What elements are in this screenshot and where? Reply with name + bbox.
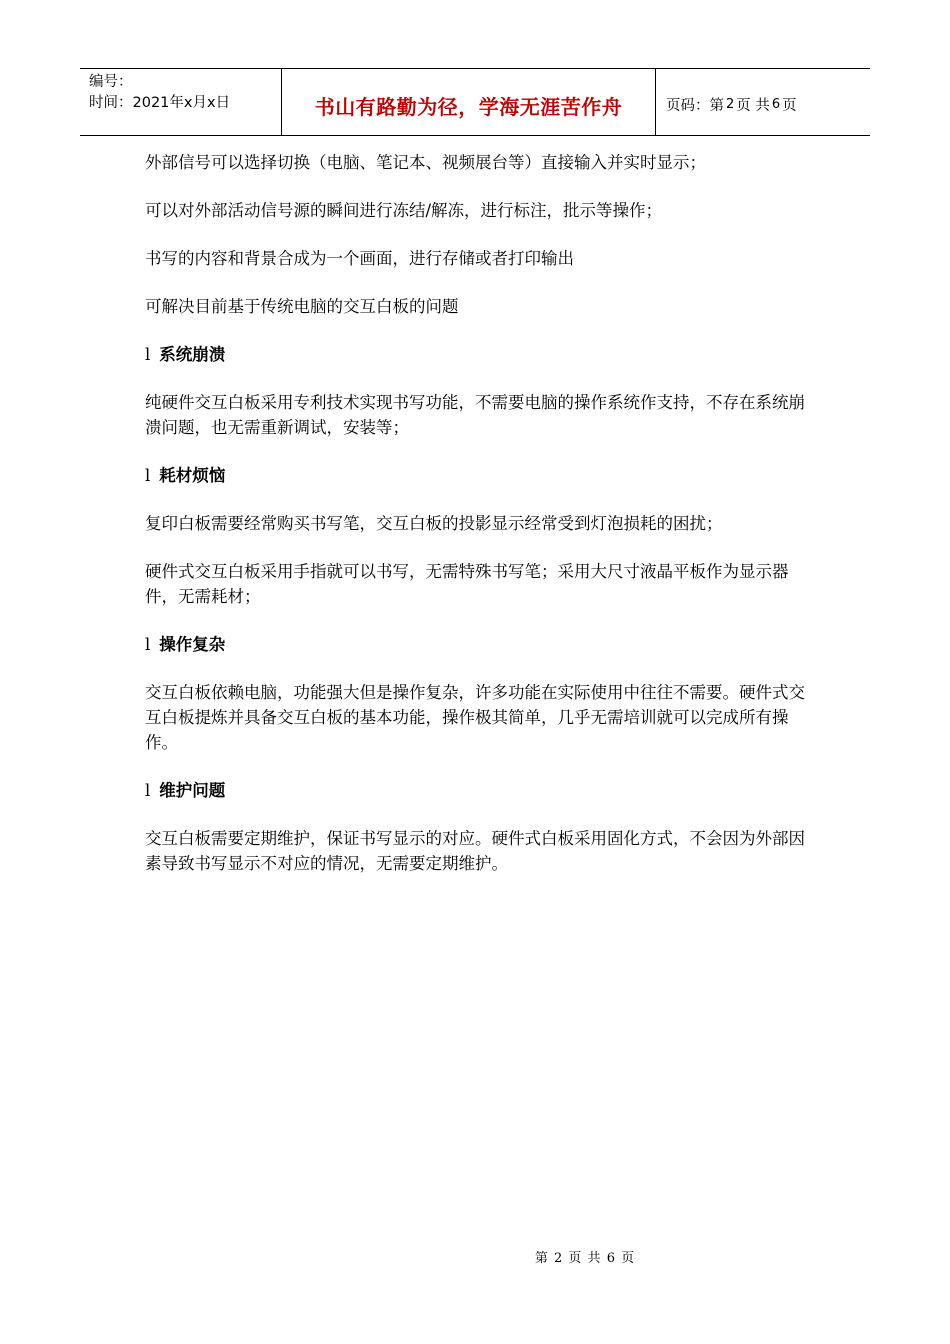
paragraph: 书写的内容和背景合成为一个画面，进行存储或者打印输出: [145, 249, 574, 268]
page-header: [80, 68, 870, 136]
paragraph: 交互白板需要定期维护，保证书写显示的对应。硬件式白板采用固化方式，不会因为外部因素导致书写显示不对应的情况，无需要定期维护。: [145, 829, 805, 873]
bullet-marker: l: [145, 466, 151, 485]
section-heading: [145, 632, 810, 657]
paragraph: 可解决目前基于传统电脑的交互白板的问题: [145, 297, 459, 316]
document-body: [145, 150, 810, 899]
section-title: 维护问题: [159, 781, 226, 800]
page-total: 6: [771, 96, 781, 112]
bullet-marker: l: [145, 781, 151, 800]
header-motto: 书山有路勤为径，学海无涯苦作舟: [282, 69, 656, 135]
paragraph: 交互白板依赖电脑，功能强大但是操作复杂，许多功能在实际使用中往往不需要。硬件式交互白板提炼并具备交互白板的基本功能，操作极其简单，几乎无需培训就可以完成所有操作。: [145, 683, 805, 752]
number-label: 编号：: [89, 74, 133, 90]
bullet-marker: l: [145, 345, 151, 364]
page-end: 页: [782, 97, 797, 114]
paragraph: 纯硬件交互白板采用专利技术实现书写功能，不需要电脑的操作系统作支持，不存在系统崩溃问题，也无需重新调试，安装等；: [145, 393, 805, 437]
paragraph: 硬件式交互白板采用手指就可以书写，无需特殊书写笔；采用大尺寸液晶平板作为显示器件，无需耗材；: [145, 562, 789, 606]
section-heading: [145, 463, 810, 488]
section-heading: [145, 342, 810, 367]
section-title: 系统崩溃: [159, 345, 226, 364]
bullet-marker: l: [145, 635, 151, 654]
section-heading: [145, 778, 810, 803]
header-page-info: [656, 69, 870, 135]
section-title: 耗材烦恼: [159, 466, 226, 485]
time-label: 时间：2021年x月x日: [89, 95, 231, 111]
page-label: 页码：第: [666, 97, 724, 114]
page-mid: 页 共: [736, 97, 770, 114]
page-current: 2: [726, 96, 735, 112]
paragraph: 外部信号可以选择切换（电脑、笔记本、视频展台等）直接输入并实时显示；: [145, 153, 706, 172]
paragraph: 复印白板需要经常购买书写笔，交互白板的投影显示经常受到灯泡损耗的困扰；: [145, 514, 723, 533]
paragraph: 可以对外部活动信号源的瞬间进行冻结/解冻，进行标注，批示等操作；: [145, 201, 663, 220]
page-footer: 第 2 页 共 6 页: [534, 1251, 636, 1266]
header-meta: [80, 69, 282, 135]
section-title: 操作复杂: [159, 635, 226, 654]
